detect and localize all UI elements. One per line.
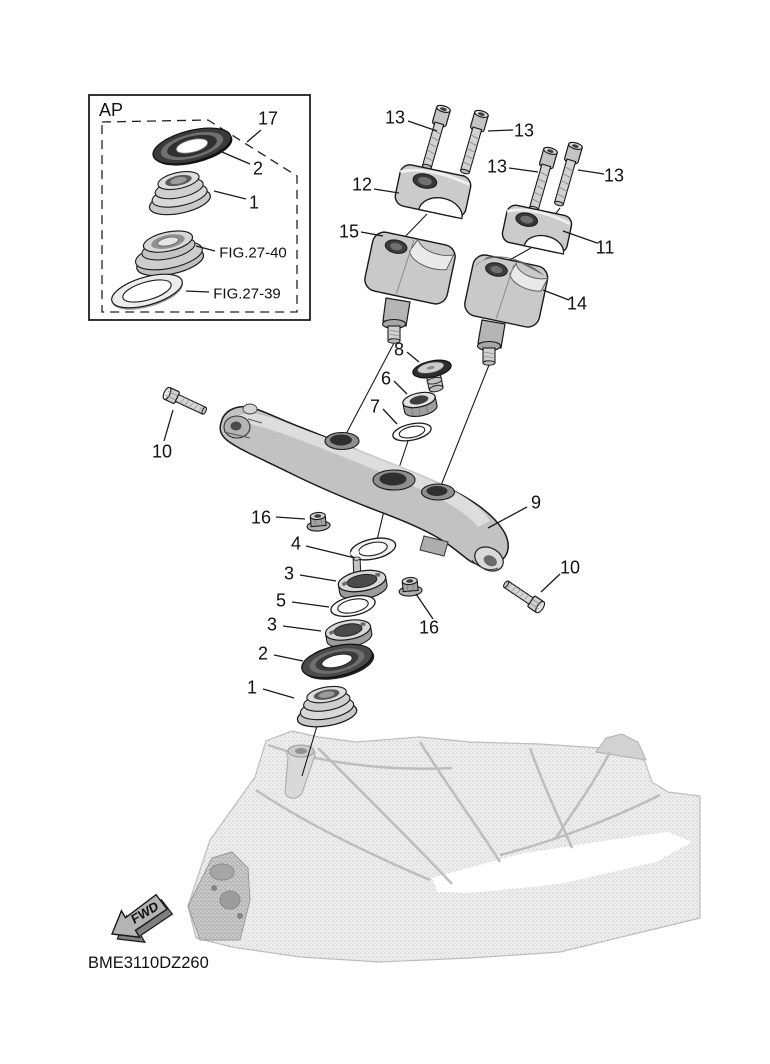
part-callout: 12 (351, 174, 373, 195)
part-callout: 9 (530, 492, 542, 513)
part-callout: 3 (283, 563, 295, 584)
ap-bearing-cover-1 (144, 167, 213, 220)
part-callout: 1 (246, 677, 258, 698)
bracket-boss-center (373, 470, 415, 490)
callout-leader (274, 655, 303, 661)
part-callout: 7 (369, 396, 381, 417)
washer-5 (329, 592, 377, 620)
frame-left-mount (188, 852, 250, 940)
callout-leader (578, 170, 604, 174)
callout-leader (374, 189, 399, 193)
part-callout: 13 (384, 107, 406, 128)
callout-leader (543, 290, 569, 300)
socket-bolt-13-b (458, 109, 489, 175)
callout-leader (416, 594, 433, 619)
part-callout: 14 (566, 293, 588, 314)
callouts (152, 107, 624, 698)
part-callout: 15 (338, 221, 360, 242)
callout-leader (383, 409, 397, 424)
steering-nut-6 (401, 390, 438, 419)
lock-washer-4 (348, 534, 400, 573)
part-callout: 16 (418, 617, 440, 638)
lower-holder-15 (363, 230, 458, 343)
part-callout: 5 (275, 590, 287, 611)
callout-leader (222, 152, 250, 164)
bracket-boss-right (422, 484, 455, 500)
drawing-code: BME3110DZ260 (88, 954, 209, 972)
part-callout: FIG.27-39 (213, 285, 281, 303)
part-callout: 10 (559, 557, 581, 578)
flange-nut-16-left (306, 512, 331, 532)
pinch-bolt-10-right (501, 578, 546, 614)
part-callout: 16 (250, 507, 272, 528)
part-callout: 17 (257, 108, 279, 129)
part-callout: 13 (603, 165, 625, 186)
callout-leader (300, 575, 336, 581)
callout-leader (488, 130, 513, 131)
callout-leader (186, 291, 209, 292)
part-callout: 3 (266, 614, 278, 635)
motorcycle-frame (188, 731, 700, 962)
ap-box-label: AP (99, 100, 124, 120)
steering-stem-cap-8 (411, 357, 456, 395)
fwd-arrow (104, 889, 177, 954)
callout-leader (541, 574, 560, 592)
part-callout: 6 (380, 368, 392, 389)
part-callout: FIG.27-40 (219, 244, 287, 262)
flange-nut-16-right (398, 577, 423, 597)
fwd-arrow-label: FWD (129, 897, 161, 928)
callout-leader (283, 626, 321, 631)
callout-leader (509, 168, 538, 172)
pinch-bolt-10-left (162, 386, 209, 417)
bearing-cover-1 (293, 683, 359, 731)
part-callout: 13 (513, 120, 535, 141)
washer-7 (391, 420, 432, 444)
part-callout: 10 (151, 441, 173, 462)
upper-holder-11 (501, 204, 573, 255)
ap-bearing-fig27-40 (131, 226, 206, 281)
part-callout: 1 (248, 192, 260, 213)
callout-leader (214, 191, 246, 199)
callout-leader (276, 517, 305, 519)
callout-leader (247, 130, 261, 142)
socket-bolt-13-a (420, 104, 451, 170)
callout-leader (407, 352, 419, 362)
handlebar-holder-assembly (363, 104, 583, 365)
bracket-boss-left (325, 433, 359, 450)
part-callout: 8 (393, 339, 405, 360)
dust-seal-washer-2 (299, 638, 378, 686)
lower-holder-14 (463, 251, 551, 366)
part-callout: 4 (290, 533, 302, 554)
callout-leader (164, 410, 173, 441)
callout-leader (263, 689, 294, 698)
part-callout: 2 (252, 158, 264, 179)
callout-leader (394, 381, 407, 394)
socket-bolt-13-c (527, 146, 558, 212)
part-callout: 13 (486, 156, 508, 177)
part-callout: 11 (595, 237, 615, 258)
callout-leader (292, 602, 329, 607)
callout-leader (306, 546, 355, 558)
part-callout: 2 (257, 643, 269, 664)
